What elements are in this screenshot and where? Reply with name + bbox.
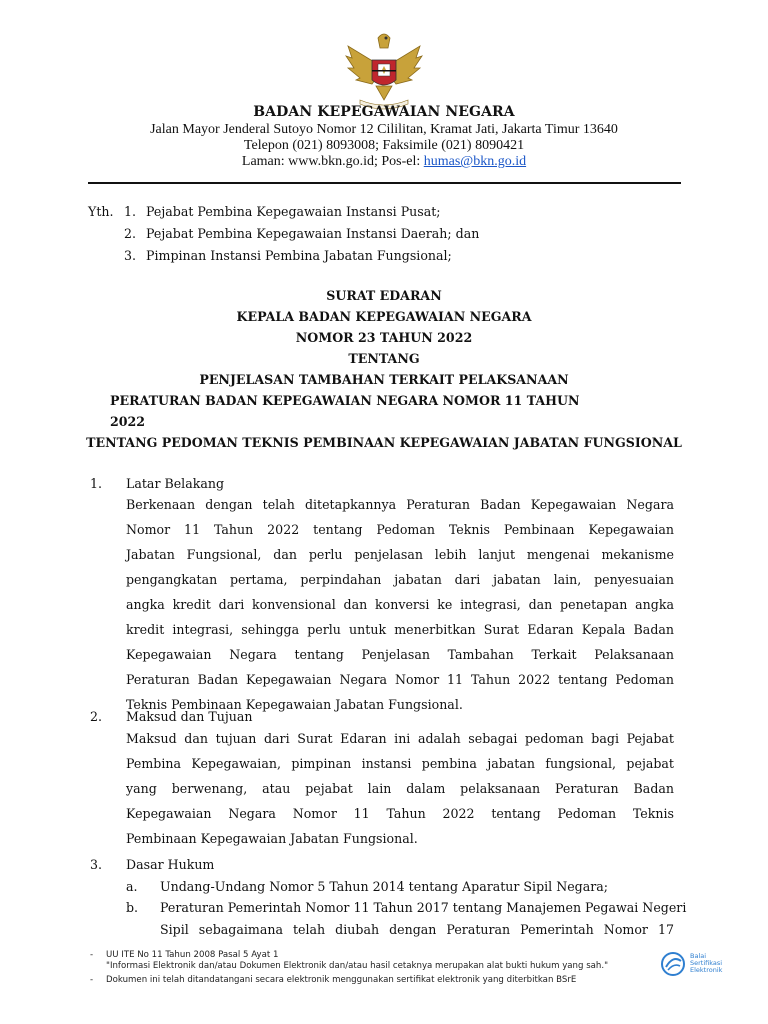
section-title: Maksud dan Tujuan <box>126 709 253 724</box>
salutation: Yth. <box>88 204 114 219</box>
subitem-text: Peraturan Pemerintah Nomor 11 Tahun 2017 tentang Manajemen Pegawai Negeri <box>160 900 687 915</box>
subitem-text: Sipil sebagaimana telah diubah dengan Peraturan Pemerintah Nomor 17 <box>160 922 674 937</box>
email-link[interactable]: humas@bkn.go.id <box>423 154 527 169</box>
heading-subject: PENJELASAN TAMBAHAN TERKAIT PELAKSANAAN <box>199 372 569 387</box>
paragraph-line: kredit integrasi, sehingga perlu untuk menerbitkan Surat Edaran Kepala Badan <box>126 622 674 637</box>
footer-quote: "Informasi Elektronik dan/atau Dokumen Elektronik dan/atau hasil cetaknya merupakan alat bukti hukum yang sah." <box>106 961 609 971</box>
paragraph-line: Nomor 11 Tahun 2022 tentang Pedoman Teknis Pembinaan Kepegawaian <box>126 522 674 537</box>
letterhead-divider <box>88 182 681 184</box>
heading-issuer: KEPALA BADAN KEPEGAWAIAN NEGARA <box>236 309 532 324</box>
recipient-item: Pejabat Pembina Kepegawaian Instansi Daerah; dan <box>146 226 480 241</box>
bsre-label: Balai <box>690 952 707 960</box>
paragraph-line: Maksud dan tujuan dari Surat Edaran ini adalah sebagai pedoman bagi Pejabat <box>126 731 674 746</box>
section-title: Dasar Hukum <box>126 857 215 872</box>
footer-law: UU ITE No 11 Tahun 2008 Pasal 5 Ayat 1 <box>106 950 279 960</box>
section-number: 2. <box>90 709 103 724</box>
recipient-number: 3. <box>124 248 137 263</box>
recipient-item: Pejabat Pembina Kepegawaian Instansi Pusat; <box>146 204 441 219</box>
recipient-number: 1. <box>124 204 137 219</box>
subitem-text: Undang-Undang Nomor 5 Tahun 2014 tentang Aparatur Sipil Negara; <box>160 879 609 894</box>
footer-bullet: - <box>90 950 94 960</box>
section-paragraph <box>126 492 674 717</box>
web-label: Laman: www.bkn.go.id; Pos-el: <box>241 154 424 169</box>
footer-signed-note: Dokumen ini telah ditandatangani secara elektronik menggunakan sertifikat elektronik yang diterbitkan BSrE <box>106 975 577 985</box>
agency-address: Jalan Mayor Jenderal Sutoyo Nomor 12 Cililitan, Kramat Jati, Jakarta Timur 13640 <box>150 122 618 137</box>
paragraph-line: Pembinaan Kepegawaian Jabatan Fungsional. <box>126 831 418 846</box>
bsre-label: Sertifikasi <box>690 959 723 967</box>
paragraph-line: angka kredit dari konvensional dan konversi ke integrasi, dan penetapan angka <box>126 597 674 612</box>
paragraph-line: yang berwenang, atau pejabat lain dalam pelaksanaan Peraturan Badan <box>126 781 674 796</box>
paragraph-line: Teknis Pembinaan Kepegawaian Jabatan Fungsional. <box>126 697 463 712</box>
paragraph-line: pengangkatan pertama, perpindahan jabatan dari jabatan lain, penyesuaian <box>126 572 674 587</box>
paragraph-line: Jabatan Fungsional, dan perlu penjelasan lebih lanjut mengenai mekanisme <box>126 547 674 562</box>
agency-phone: Telepon (021) 8093008; Faksimile (021) 8090421 <box>243 138 525 153</box>
heading-tentang: TENTANG <box>348 351 420 366</box>
paragraph-line: Pembina Kepegawaian, pimpinan instansi pembina jabatan fungsional, pejabat <box>126 756 674 771</box>
section-paragraph <box>126 726 674 851</box>
agency-name: BADAN KEPEGAWAIAN NEGARA <box>253 104 515 120</box>
subitem-letter: b. <box>126 900 139 915</box>
section-number: 3. <box>90 857 103 872</box>
recipient-number: 2. <box>124 226 137 241</box>
subitem-letter: a. <box>126 879 138 894</box>
bsre-label: Elektronik <box>690 966 723 974</box>
paragraph-line: Berkenaan dengan telah ditetapkannya Peraturan Badan Kepegawaian Negara <box>126 497 674 512</box>
footer-bullet: - <box>90 975 94 985</box>
heading-number: NOMOR 23 TAHUN 2022 <box>295 330 473 345</box>
heading-regulation-subject: TENTANG PEDOMAN TEKNIS PEMBINAAN KEPEGAWAIAN JABATAN FUNGSIONAL <box>86 435 682 450</box>
paragraph-line: Kepegawaian Negara tentang Penjelasan Tambahan Terkait Pelaksanaan <box>126 647 674 662</box>
heading-title: SURAT EDARAN <box>326 288 442 303</box>
garuda-emblem-icon <box>338 28 430 112</box>
paragraph-line: Peraturan Badan Kepegawaian Negara Nomor 11 Tahun 2022 tentang Pedoman <box>126 672 674 687</box>
section-title: Latar Belakang <box>126 476 225 491</box>
paragraph-line: Kepegawaian Negara Nomor 11 Tahun 2022 tentang Pedoman Teknis <box>126 806 674 821</box>
section-number: 1. <box>90 476 103 491</box>
agency-web <box>0 154 768 170</box>
recipient-item: Pimpinan Instansi Pembina Jabatan Fungsional; <box>146 248 452 263</box>
heading-regulation-year: 2022 <box>110 414 146 429</box>
footer <box>0 947 768 1024</box>
heading-regulation: PERATURAN BADAN KEPEGAWAIAN NEGARA NOMOR 11 TAHUN <box>110 393 580 408</box>
